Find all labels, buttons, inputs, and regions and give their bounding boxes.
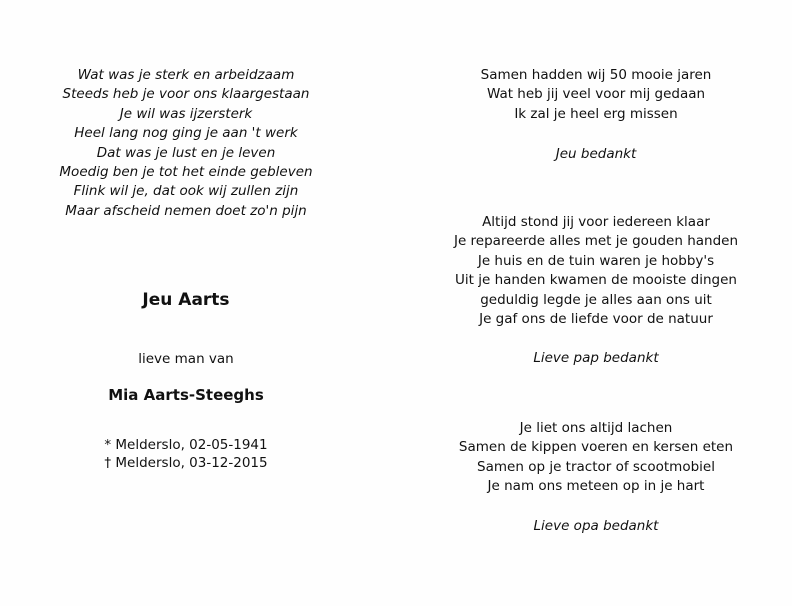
poem-line: Samen de kippen voeren en kersen eten bbox=[458, 439, 734, 456]
closing-line: Jeu bedankt bbox=[555, 146, 637, 162]
closing-3 bbox=[420, 517, 772, 536]
right-stanza-1 bbox=[420, 66, 772, 124]
poem-line: Altijd stond jij voor iedereen klaar bbox=[482, 214, 710, 230]
poem-line: Je repareerde alles met je gouden handen bbox=[453, 233, 739, 250]
closing-line: Lieve pap bedankt bbox=[533, 350, 659, 366]
birth-date: * Melderslo, 02-05-1941 bbox=[104, 437, 268, 453]
right-stanza-3 bbox=[420, 419, 772, 497]
poem-line: Dat was je lust en je leven bbox=[96, 144, 276, 161]
poem-line: Je huis en de tuin waren je hobby's bbox=[477, 252, 715, 269]
poem-line: Wat heb jij veel voor mij gedaan bbox=[486, 86, 706, 103]
poem-line: Je gaf ons de liefde voor de natuur bbox=[479, 311, 713, 328]
poem-line: Samen op je tractor of scootmobiel bbox=[477, 458, 715, 475]
poem-line: Je liet ons altijd lachen bbox=[519, 420, 673, 436]
closing-2 bbox=[420, 349, 772, 368]
poem-line: Uit je handen kwamen de mooiste dingen bbox=[455, 272, 737, 289]
poem-line: Heel lang nog ging je aan 't werk bbox=[74, 125, 298, 142]
poem-line: geduldig legde je alles aan ons uit bbox=[480, 291, 712, 308]
poem-line: Samen hadden wij 50 mooie jaren bbox=[480, 67, 712, 83]
closing-line: Lieve opa bedankt bbox=[533, 518, 659, 534]
poem-line: Je wil was ijzersterk bbox=[119, 105, 253, 122]
relation-text: lieve man van bbox=[138, 351, 234, 367]
partner-name: Mia Aarts-Steeghs bbox=[108, 386, 264, 404]
poem-line: Je nam ons meteen op in je hart bbox=[487, 478, 705, 495]
left-poem bbox=[0, 66, 372, 221]
deceased-name: Jeu Aarts bbox=[142, 290, 230, 310]
poem-line: Wat was je sterk en arbeidzaam bbox=[77, 67, 295, 83]
poem-line: Moedig ben je tot het einde gebleven bbox=[59, 164, 313, 181]
life-dates bbox=[0, 436, 372, 472]
poem-line: Flink wil je, dat ook wij zullen zijn bbox=[73, 183, 299, 200]
closing-1 bbox=[420, 145, 772, 164]
poem-line: Ik zal je heel erg missen bbox=[514, 105, 678, 122]
death-date: † Melderslo, 03-12-2015 bbox=[104, 455, 268, 471]
poem-line: Steeds heb je voor ons klaargestaan bbox=[62, 86, 310, 103]
poem-line: Maar afscheid nemen doet zo'n pijn bbox=[65, 202, 307, 219]
right-stanza-2 bbox=[420, 213, 772, 329]
